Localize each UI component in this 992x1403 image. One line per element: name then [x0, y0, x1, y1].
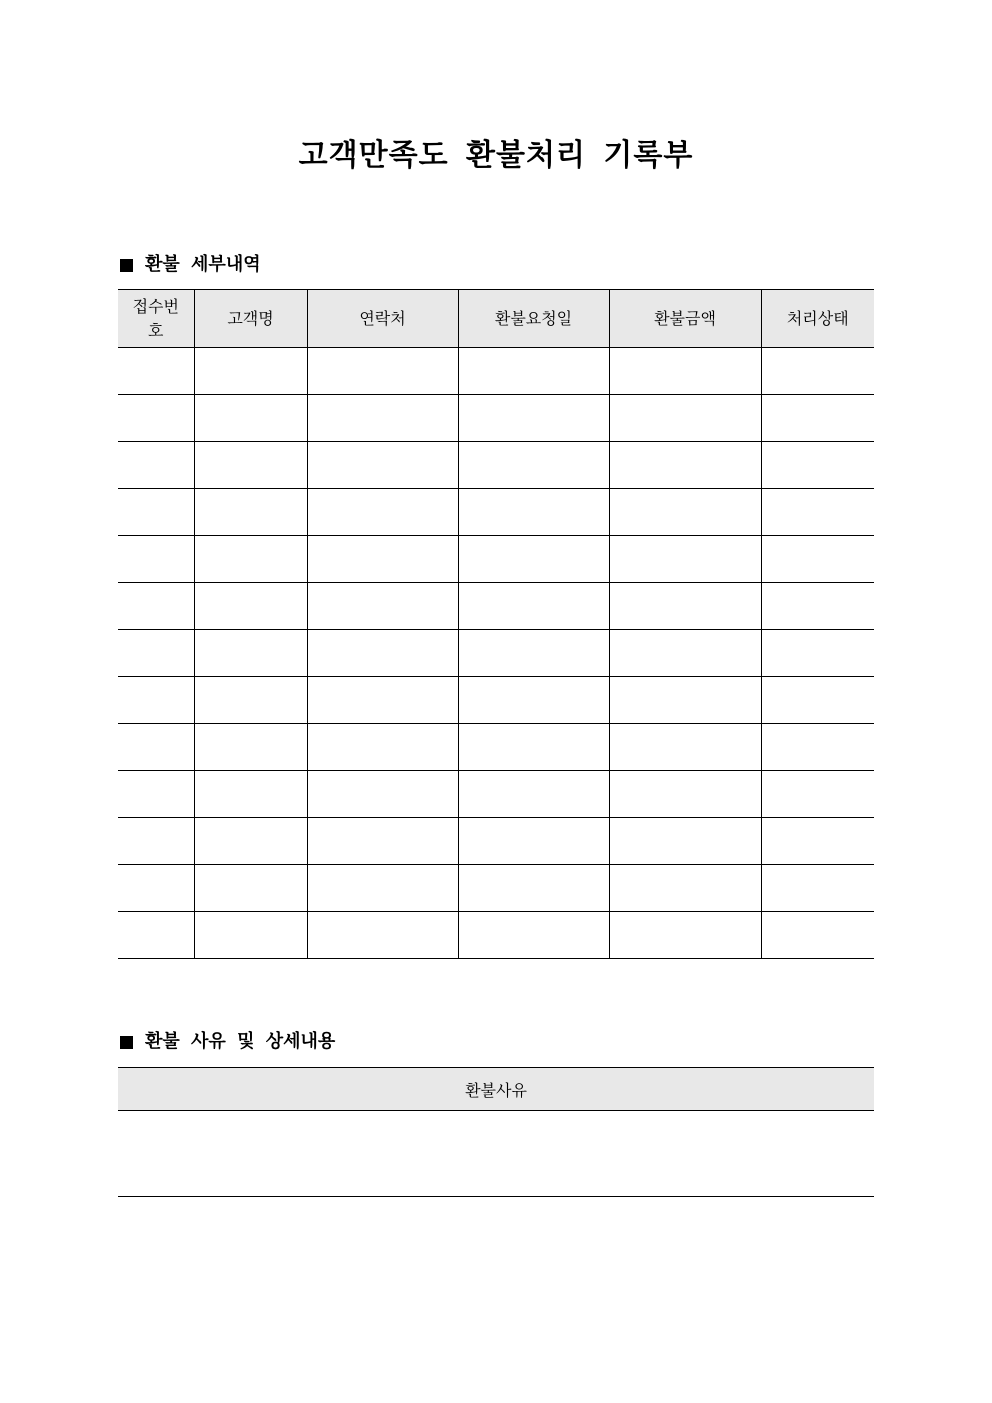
request-date-cell[interactable]: [458, 536, 609, 583]
table-row: [118, 724, 874, 771]
receipt-number-cell[interactable]: [118, 442, 194, 489]
request-date-cell[interactable]: [458, 583, 609, 630]
table-row: [118, 630, 874, 677]
contact-cell[interactable]: [307, 724, 458, 771]
status-cell[interactable]: [761, 536, 874, 583]
refund-amount-cell[interactable]: [609, 583, 761, 630]
receipt-number-cell[interactable]: [118, 912, 194, 959]
status-cell[interactable]: [761, 865, 874, 912]
table-header-row: [118, 1068, 874, 1111]
receipt-number-cell[interactable]: [118, 865, 194, 912]
receipt-number-cell[interactable]: [118, 630, 194, 677]
table-row: [118, 1111, 874, 1197]
refund-amount-cell[interactable]: [609, 395, 761, 442]
receipt-number-cell[interactable]: [118, 677, 194, 724]
contact-cell[interactable]: [307, 912, 458, 959]
contact-cell[interactable]: [307, 677, 458, 724]
request-date-cell[interactable]: [458, 865, 609, 912]
column-header-customer-name: 고객명: [194, 290, 307, 348]
table-row: [118, 442, 874, 489]
refund-details-heading: [118, 252, 261, 278]
request-date-cell[interactable]: [458, 489, 609, 536]
customer-name-cell[interactable]: [194, 442, 307, 489]
refund-reason-cell[interactable]: [118, 1111, 874, 1197]
column-header-refund-amount: 환불금액: [609, 290, 761, 348]
receipt-number-cell[interactable]: [118, 489, 194, 536]
contact-cell[interactable]: [307, 818, 458, 865]
refund-amount-cell[interactable]: [609, 489, 761, 536]
status-cell[interactable]: [761, 771, 874, 818]
table-row: [118, 677, 874, 724]
customer-name-cell[interactable]: [194, 818, 307, 865]
customer-name-cell[interactable]: [194, 395, 307, 442]
request-date-cell[interactable]: [458, 348, 609, 395]
refund-amount-cell[interactable]: [609, 724, 761, 771]
contact-cell[interactable]: [307, 771, 458, 818]
receipt-number-cell[interactable]: [118, 583, 194, 630]
square-bullet-icon: [120, 259, 133, 272]
status-cell[interactable]: [761, 348, 874, 395]
status-cell[interactable]: [761, 583, 874, 630]
contact-cell[interactable]: [307, 348, 458, 395]
column-header-refund-reason: 환불사유: [118, 1068, 874, 1111]
refund-amount-cell[interactable]: [609, 630, 761, 677]
table-row: [118, 348, 874, 395]
request-date-cell[interactable]: [458, 818, 609, 865]
refund-reason-table: [118, 1067, 874, 1197]
request-date-cell[interactable]: [458, 677, 609, 724]
status-cell[interactable]: [761, 442, 874, 489]
table-row: [118, 771, 874, 818]
table-row: [118, 395, 874, 442]
contact-cell[interactable]: [307, 536, 458, 583]
refund-amount-cell[interactable]: [609, 912, 761, 959]
contact-cell[interactable]: [307, 395, 458, 442]
column-header-status: 처리상태: [761, 290, 874, 348]
request-date-cell[interactable]: [458, 912, 609, 959]
request-date-cell[interactable]: [458, 442, 609, 489]
request-date-cell[interactable]: [458, 724, 609, 771]
receipt-number-cell[interactable]: [118, 771, 194, 818]
refund-details-table: [118, 289, 874, 959]
table-row: [118, 536, 874, 583]
refund-amount-cell[interactable]: [609, 677, 761, 724]
customer-name-cell[interactable]: [194, 348, 307, 395]
table-row: [118, 912, 874, 959]
status-cell[interactable]: [761, 630, 874, 677]
refund-reason-heading-text: 환불 사유 및 상세내용: [145, 1031, 336, 1052]
table-row: [118, 818, 874, 865]
page-title: 고객만족도 환불처리 기록부: [298, 138, 694, 173]
refund-amount-cell[interactable]: [609, 771, 761, 818]
customer-name-cell[interactable]: [194, 724, 307, 771]
customer-name-cell[interactable]: [194, 865, 307, 912]
table-row: [118, 489, 874, 536]
receipt-number-cell[interactable]: [118, 818, 194, 865]
contact-cell[interactable]: [307, 442, 458, 489]
receipt-number-cell[interactable]: [118, 536, 194, 583]
customer-name-cell[interactable]: [194, 583, 307, 630]
receipt-number-cell[interactable]: [118, 348, 194, 395]
column-header-request-date: 환불요청일: [458, 290, 609, 348]
contact-cell[interactable]: [307, 489, 458, 536]
table-header-row: [118, 290, 874, 348]
column-header-contact: 연락처: [307, 290, 458, 348]
refund-reason-heading: [118, 1029, 335, 1055]
customer-name-cell[interactable]: [194, 536, 307, 583]
request-date-cell[interactable]: [458, 630, 609, 677]
status-cell[interactable]: [761, 489, 874, 536]
receipt-number-cell[interactable]: [118, 724, 194, 771]
column-header-receipt-number: 접수번호: [118, 290, 194, 348]
status-cell[interactable]: [761, 724, 874, 771]
square-bullet-icon: [120, 1036, 133, 1049]
customer-name-cell[interactable]: [194, 912, 307, 959]
status-cell[interactable]: [761, 912, 874, 959]
refund-amount-cell[interactable]: [609, 442, 761, 489]
status-cell[interactable]: [761, 818, 874, 865]
customer-name-cell[interactable]: [194, 630, 307, 677]
status-cell[interactable]: [761, 395, 874, 442]
table-row: [118, 865, 874, 912]
receipt-number-cell[interactable]: [118, 395, 194, 442]
customer-name-cell[interactable]: [194, 677, 307, 724]
customer-name-cell[interactable]: [194, 771, 307, 818]
refund-amount-cell[interactable]: [609, 865, 761, 912]
refund-amount-cell[interactable]: [609, 348, 761, 395]
request-date-cell[interactable]: [458, 395, 609, 442]
refund-details-heading-text: 환불 세부내역: [145, 254, 261, 275]
contact-cell[interactable]: [307, 583, 458, 630]
request-date-cell[interactable]: [458, 771, 609, 818]
refund-details-body: [118, 348, 874, 959]
refund-amount-cell[interactable]: [609, 818, 761, 865]
refund-amount-cell[interactable]: [609, 536, 761, 583]
table-row: [118, 583, 874, 630]
contact-cell[interactable]: [307, 865, 458, 912]
status-cell[interactable]: [761, 677, 874, 724]
customer-name-cell[interactable]: [194, 489, 307, 536]
contact-cell[interactable]: [307, 630, 458, 677]
